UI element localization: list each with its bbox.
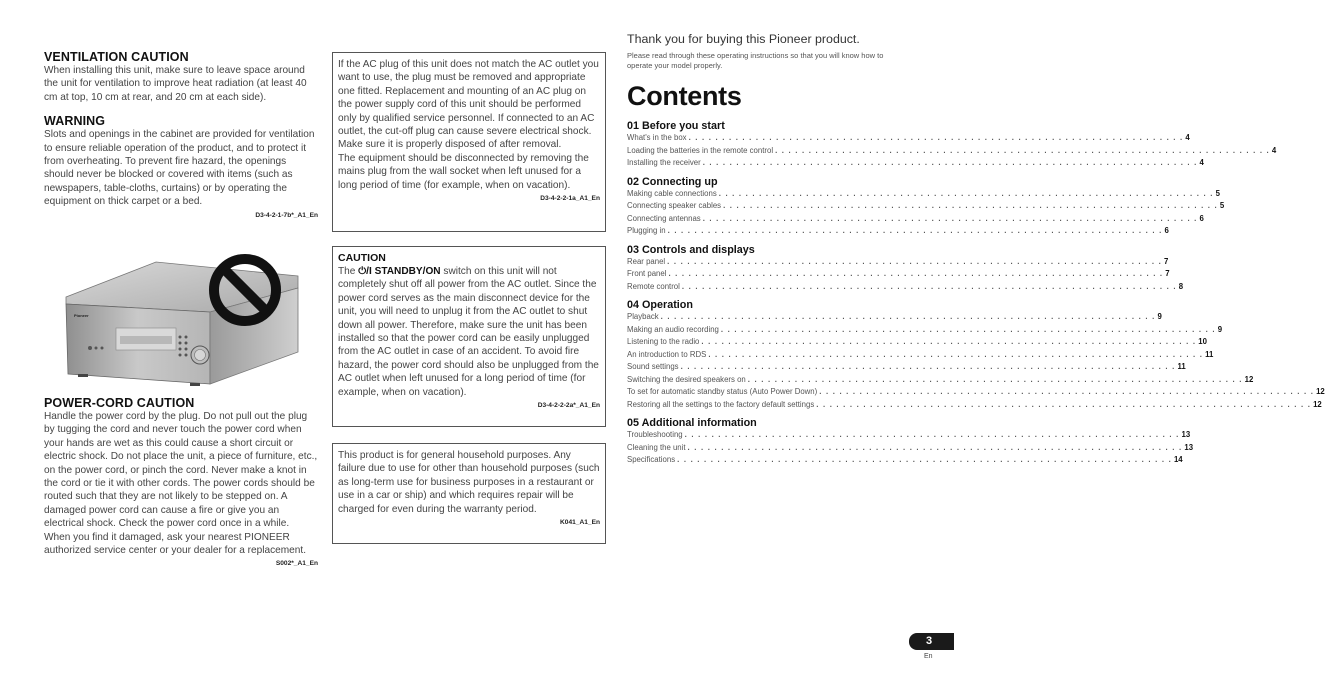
toc-leader-dots: . . . . . . . . . . . . . . . . . . . . . . . . . . . . . . . . . . . . . . . . . . . . . . . . . . . . . . . . . . . . . . . . . . . . . . . . . . — [687, 442, 1183, 452]
toc-entry-label: Switching the desired speakers on — [627, 374, 746, 384]
caution-heading: CAUTION — [338, 252, 386, 264]
toc-entry-label: Making cable connections — [627, 188, 717, 198]
household-code: K041_A1_En — [560, 519, 600, 527]
toc-entry[interactable] — [627, 200, 1225, 213]
toc-entry[interactable] — [627, 361, 1186, 374]
toc-leader-dots: . . . . . . . . . . . . . . . . . . . . . . . . . . . . . . . . . . . . . . . . . . . . . . . . . . . . . . . . . . . . . . . . . . . . . . . . . . — [708, 349, 1204, 359]
toc-entry[interactable] — [627, 225, 1169, 238]
toc-leader-dots: . . . . . . . . . . . . . . . . . . . . . . . . . . . . . . . . . . . . . . . . . . . . . . . . . . . . . . . . . . . . . . . . . . . . . . . . . . — [702, 213, 1198, 223]
power-cord-heading: POWER-CORD CAUTION — [44, 396, 195, 410]
toc-leader-dots: . . . . . . . . . . . . . . . . . . . . . . . . . . . . . . . . . . . . . . . . . . . . . . . . . . . . . . . . . . . . . . . . . . . . . . . . . . — [775, 145, 1270, 155]
standby-switch-label: STANDBY/ON — [371, 266, 441, 277]
toc-entry-label: Remote control — [627, 281, 680, 291]
toc-leader-dots: . . . . . . . . . . . . . . . . . . . . . . . . . . . . . . . . . . . . . . . . . . . . . . . . . . . . . . . . . . . . . . . . . . . . . . . . . . — [718, 188, 1214, 198]
toc-entry-label: Specifications — [627, 455, 676, 464]
toc-entry-label: Installing the receiver — [627, 158, 701, 167]
toc-entry-label: Loading the batteries in the remote control — [627, 145, 774, 155]
toc-entry-page: 13 — [1184, 442, 1194, 452]
toc-entry-label: What's in the box — [627, 133, 687, 142]
ac-plug-text-2: The equipment should be disconnected by removing the mains plug from the wall socket when left unused for a long period of time (for example, when on vacation). — [338, 152, 589, 191]
toc-entry[interactable] — [627, 399, 1322, 412]
toc-entry[interactable] — [627, 386, 1325, 399]
toc-section-heading: 02 Connecting up — [627, 175, 718, 188]
toc-entry[interactable] — [627, 454, 1183, 467]
toc-entry-label: Troubleshooting — [627, 430, 683, 439]
toc-list — [627, 120, 1325, 467]
power-cord-section — [44, 396, 318, 567]
caution-text-post: switch on this unit will not completely shut off all power from the AC outlet. Since the power cord serves as the main disconnect device for the unit, you will need to unplug it from the AC outlet to shut down all power. Therefore, make sure the unit has been installed so that the power cord can be easily unplugged from the AC outlet in case of an accident. To avoid fire hazard, the power cord should also be unplugged from the AC outlet when left unused for a long period of time (for example, when on vacation). — [338, 266, 599, 398]
toc-entry-label: Connecting speaker cables — [627, 201, 722, 210]
toc-entry-page: 6 — [1164, 226, 1169, 235]
toc-entry[interactable] — [627, 256, 1169, 269]
page-number: 3 — [909, 633, 954, 650]
household-text: This product is for general household purposes. Any failure due to use for other than household purposes (such as long-term use for business purposes in a restaurant or use in a car or ship) and which requires repair will be charged for even during the warranty period. — [338, 450, 600, 515]
toc-entry-page: 11 — [1177, 362, 1186, 371]
toc-leader-dots: . . . . . . . . . . . . . . . . . . . . . . . . . . . . . . . . . . . . . . . . . . . . . . . . . . . . . . . . . . . . . . . . . . . . . . . . . . — [668, 269, 1164, 278]
toc-section-heading: 05 Additional information — [627, 417, 757, 429]
toc-entry[interactable] — [627, 157, 1204, 170]
toc-entry[interactable] — [627, 429, 1191, 442]
toc-leader-dots: . . . . . . . . . . . . . . . . . . . . . . . . . . . . . . . . . . . . . . . . . . . . . . . . . . . . . . . . . . . . . . . . . . . . . . . . . . — [667, 226, 1163, 235]
toc-entry[interactable] — [627, 311, 1162, 324]
toc-entry-page: 7 — [1165, 269, 1170, 278]
toc-leader-dots: . . . . . . . . . . . . . . . . . . . . . . . . . . . . . . . . . . . . . . . . . . . . . . . . . . . . . . . . . . . . . . . . . . . . . . . . . . — [681, 281, 1177, 291]
toc-entry[interactable] — [627, 324, 1223, 337]
toc-leader-dots: . . . . . . . . . . . . . . . . . . . . . . . . . . . . . . . . . . . . . . . . . . . . . . . . . . . . . . . . . . . . . . . . . . . . . . . . . . — [747, 374, 1243, 384]
ac-plug-code: D3-4-2-2-1a_A1_En — [540, 195, 600, 203]
toc-column — [627, 32, 1325, 467]
ac-plug-text-1: If the AC plug of this unit does not match the AC outlet you want to use, the plug must be removed and appropriate one fitted. Replacement and mounting of an AC plug on the power supply cord of this unit should be performed only by qualified service personnel. If connected to an AC outlet, the cut-off plug can cause severe electrical shock. Make sure it is properly disposed of after removal. — [338, 59, 599, 151]
toc-entry[interactable] — [627, 374, 1254, 387]
toc-entry-page: 9 — [1217, 324, 1223, 334]
toc-entry-page: 12 — [1244, 374, 1254, 384]
toc-leader-dots: . . . . . . . . . . . . . . . . . . . . . . . . . . . . . . . . . . . . . . . . . . . . . . . . . . . . . . . . . . . . . . . . . . . . . . . . . . — [816, 399, 1312, 409]
toc-entry-label: An introduction to RDS — [627, 349, 707, 359]
warning-heading: WARNING — [44, 114, 106, 129]
caution-box — [332, 246, 606, 427]
toc-entry-page: 13 — [1181, 430, 1191, 439]
toc-entry-label: Playback — [627, 312, 659, 321]
toc-entry-page: 12 — [1313, 399, 1322, 409]
warning-text: Slots and openings in the cabinet are provided for ventilation to ensure reliable operation of the product, and to protect it from overheating. To prevent fire hazard, the openings should never be blocked or covered with items (such as newspapers, table-cloths, curtains) or by operating the equipment on thick carpet or a bed. — [44, 129, 315, 208]
caution-text — [338, 265, 600, 399]
toc-leader-dots: . . . . . . . . . . . . . . . . . . . . . . . . . . . . . . . . . . . . . . . . . . . . . . . . . . . . . . . . . . . . . . . . . . . . . . . . . . — [702, 158, 1198, 167]
thanks-text: Thank you for buying this Pioneer product. — [627, 32, 860, 46]
ventilation-text: When installing this unit, make sure to leave space around the unit for ventilation to improve heat radiation (at least 40 cm at top, 10 cm at rear, and 20 cm at each side). — [44, 65, 307, 103]
warning-code: D3-4-2-1-7b*_A1_En — [255, 211, 318, 219]
toc-entry-label: Restoring all the settings to the factory default settings — [627, 399, 815, 409]
power-cord-code: S002*_A1_En — [275, 560, 318, 568]
toc-leader-dots: . . . . . . . . . . . . . . . . . . . . . . . . . . . . . . . . . . . . . . . . . . . . . . . . . . . . . . . . . . . . . . . . . . . . . . . . . . — [660, 312, 1156, 321]
toc-entry-label: Sound settings — [627, 362, 679, 371]
toc-entry-label: Making an audio recording — [627, 324, 719, 334]
toc-entry[interactable] — [627, 132, 1190, 145]
ac-plug-box — [332, 52, 606, 232]
toc-section-heading: 01 Before you start — [627, 120, 725, 132]
toc-leader-dots: . . . . . . . . . . . . . . . . . . . . . . . . . . . . . . . . . . . . . . . . . . . . . . . . . . . . . . . . . . . . . . . . . . . . . . . . . . — [701, 337, 1197, 346]
ventilation-heading: VENTILATION CAUTION — [44, 50, 189, 64]
toc-entry-label: Rear panel — [627, 256, 666, 266]
toc-entry-page: 4 — [1271, 145, 1277, 155]
toc-entry-label: Connecting antennas — [627, 213, 701, 223]
toc-section-heading: 03 Controls and displays — [627, 243, 755, 256]
toc-entry[interactable] — [627, 442, 1194, 455]
household-box — [332, 443, 606, 544]
intro-text: Please read through these operating instructions so that you will know how to operate your model properly. — [627, 51, 884, 70]
toc-entry[interactable] — [627, 268, 1170, 281]
toc-leader-dots: . . . . . . . . . . . . . . . . . . . . . . . . . . . . . . . . . . . . . . . . . . . . . . . . . . . . . . . . . . . . . . . . . . . . . . . . . . — [684, 430, 1180, 439]
toc-entry-page: 4 — [1199, 158, 1204, 167]
toc-leader-dots: . . . . . . . . . . . . . . . . . . . . . . . . . . . . . . . . . . . . . . . . . . . . . . . . . . . . . . . . . . . . . . . . . . . . . . . . . . — [723, 201, 1218, 210]
toc-entry-page: 5 — [1219, 201, 1225, 210]
toc-leader-dots: . . . . . . . . . . . . . . . . . . . . . . . . . . . . . . . . . . . . . . . . . . . . . . . . . . . . . . . . . . . . . . . . . . . . . . . . . . — [720, 324, 1216, 334]
toc-entry-page: 14 — [1173, 455, 1183, 464]
toc-entry-label: Cleaning the unit — [627, 442, 686, 452]
brand-label: Pioneer — [74, 313, 89, 318]
toc-entry-page: 9 — [1157, 312, 1162, 321]
contents-title: Contents — [627, 81, 742, 111]
toc-entry-page: 8 — [1178, 281, 1184, 291]
toc-leader-dots: . . . . . . . . . . . . . . . . . . . . . . . . . . . . . . . . . . . . . . . . . . . . . . . . . . . . . . . . . . . . . . . . . . . . . . . . . . — [819, 387, 1315, 396]
toc-entry[interactable] — [627, 349, 1214, 362]
power-cord-text: Handle the power cord by the plug. Do not pull out the plug by tugging the cord and never touch the power cord when your hands are wet as this could cause a short circuit or electric shock. Do not place the unit, a piece of furniture, etc., on the power cord, or pinch the cord. Never make a knot in the cord or tie it with other cords. The power cords should be routed such that they are not likely to be stepped on. A damaged power cord can cause a fire or give you an electrical shock. Check the power cord once in a while. When you find it damaged, ask your nearest PIONEER authorized service center or your dealer for a replacement. — [44, 411, 318, 557]
toc-entry-page: 4 — [1185, 133, 1190, 142]
toc-entry[interactable] — [627, 213, 1204, 226]
toc-entry-page: 11 — [1205, 349, 1214, 359]
toc-entry-page: 6 — [1199, 213, 1204, 223]
toc-entry-page: 12 — [1316, 387, 1325, 396]
toc-leader-dots: . . . . . . . . . . . . . . . . . . . . . . . . . . . . . . . . . . . . . . . . . . . . . . . . . . . . . . . . . . . . . . . . . . . . . . . . . . — [688, 133, 1184, 142]
toc-entry[interactable] — [627, 336, 1207, 349]
language-label: En — [924, 653, 933, 660]
left-column — [44, 50, 318, 219]
receiver-illustration — [60, 252, 310, 392]
toc-entry-page: 10 — [1198, 337, 1207, 346]
toc-entry[interactable] — [627, 281, 1184, 294]
toc-entry-page: 7 — [1164, 256, 1169, 266]
toc-entry-label: Plugging in — [627, 226, 666, 235]
toc-entry-label: To set for automatic standby status (Auto Power Down) — [627, 387, 818, 396]
toc-entry-page: 5 — [1215, 188, 1220, 198]
toc-entry[interactable] — [627, 145, 1277, 158]
standby-symbol: ⏻/I — [358, 266, 372, 277]
toc-leader-dots: . . . . . . . . . . . . . . . . . . . . . . . . . . . . . . . . . . . . . . . . . . . . . . . . . . . . . . . . . . . . . . . . . . . . . . . . . . — [677, 455, 1172, 464]
toc-entry-label: Listening to the radio — [627, 337, 700, 346]
toc-entry-label: Front panel — [627, 269, 667, 278]
toc-leader-dots: . . . . . . . . . . . . . . . . . . . . . . . . . . . . . . . . . . . . . . . . . . . . . . . . . . . . . . . . . . . . . . . . . . . . . . . . . . — [680, 362, 1176, 371]
toc-leader-dots: . . . . . . . . . . . . . . . . . . . . . . . . . . . . . . . . . . . . . . . . . . . . . . . . . . . . . . . . . . . . . . . . . . . . . . . . . . — [667, 256, 1162, 266]
toc-section-heading: 04 Operation — [627, 299, 693, 311]
caution-text-pre: The — [338, 266, 359, 277]
caution-code: D3-4-2-2-2a*_A1_En — [537, 402, 600, 410]
toc-entry[interactable] — [627, 188, 1220, 201]
